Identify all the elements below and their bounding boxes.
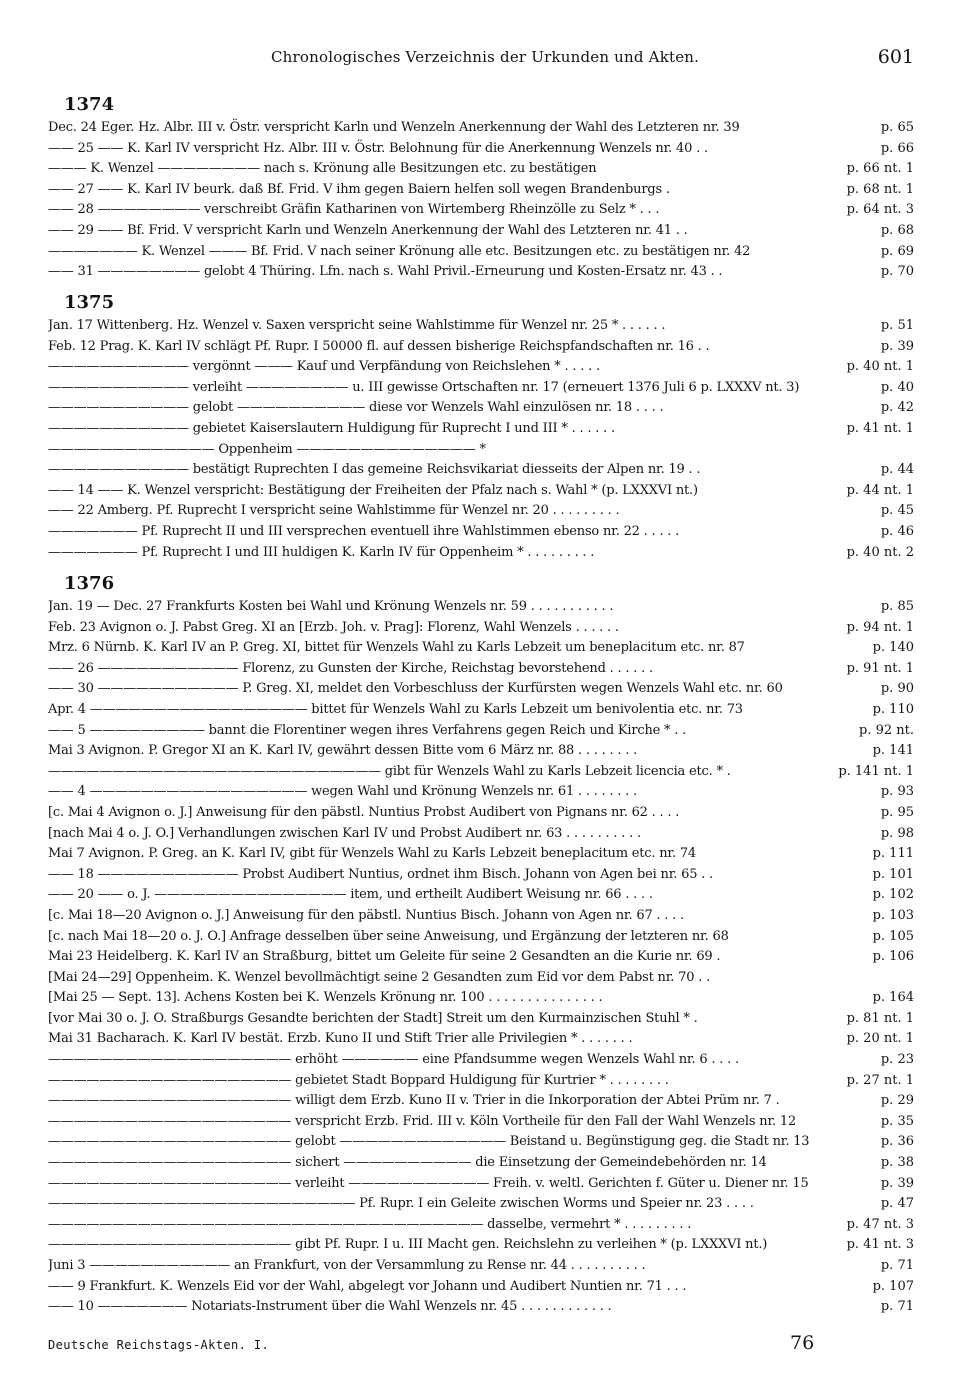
entry-text: Jan. 17 Wittenberg. Hz. Wenzel v. Saxen verspricht seine Wahlstimme für Wenzel nr. 25 * . . . . . . — [48, 318, 666, 333]
page-reference: p. 92 nt. — [859, 722, 914, 738]
page-reference: p. 107 — [872, 1278, 914, 1294]
entry-row — [48, 1091, 914, 1112]
entry-row — [48, 782, 914, 803]
entry-text: —— 14 —— K. Wenzel verspricht: Bestätigung der Freiheiten der Pfalz nach s. Wahl * (p. LXXXVI nt.) — [48, 482, 698, 498]
entry-row — [48, 1132, 914, 1153]
page-reference: p. 98 — [880, 825, 914, 841]
entry-text: —— 30 ——————————— P. Greg. XI, meldet den Vorbeschluss der Kurfürsten wegen Wenzels Wahl etc. nr. 60 — [48, 681, 783, 697]
page-reference: p. 103 — [872, 907, 914, 923]
entry-text: Mai 7 Avignon. P. Greg. an K. Karl IV, gibt für Wenzels Wahl zu Karls Lebzeit beneplacitum etc. nr. 74 — [48, 846, 696, 862]
entry-text: Mai 23 Heidelberg. K. Karl IV an Straßburg, bittet um Geleite für seine 2 Gesandten an die Kurie nr. 69 . — [48, 949, 721, 965]
year-heading: 1374 — [64, 94, 115, 115]
entry-text: Mrz. 6 Nürnb. K. Karl IV an P. Greg. XI, bittet für Wenzels Wahl zu Karls Lebzeit um beneplacitum etc. nr. 87 — [48, 640, 745, 656]
entry-row — [48, 159, 914, 180]
year-section-1375 — [48, 290, 914, 563]
entry-row — [48, 988, 914, 1009]
entry-text: ——————— Pf. Ruprecht I und III huldigen K. Karln IV für Oppenheim * . . . . . . . . . — [48, 544, 595, 560]
entry-row — [48, 1235, 914, 1256]
entry-row — [48, 522, 914, 543]
page-reference: p. 41 nt. 3 — [846, 1237, 914, 1253]
entry-text: —— 10 ——————— Notariats-Instrument über die Wahl Wenzels nr. 45 . . . . . . . . . . . . — [48, 1299, 612, 1315]
entry-text: Jan. 19 — Dec. 27 Frankfurts Kosten bei Wahl und Krönung Wenzels nr. 59 . . . . . . . . . . . — [48, 599, 614, 614]
entry-text: ——————————— verleiht ———————— u. III gewisse Ortschaften nr. 17 (erneuert 1376 Juli 6 p. LXXXV nt. 3) — [48, 379, 800, 395]
entry-row — [48, 1112, 914, 1133]
entry-row — [48, 1277, 914, 1298]
entry-row — [48, 1297, 914, 1318]
entry-row — [48, 865, 914, 886]
entry-text: [c. Mai 4 Avignon o. J.] Anweisung für den päbstl. Nuntius Probst Audibert von Pignans nr. 62 . . . . — [48, 804, 680, 820]
page-reference: p. 85 — [880, 599, 914, 614]
page-header — [48, 46, 914, 74]
entry-text: ——————————————————— sichert —————————— die Einsetzung der Gemeindebehörden nr. 14 — [48, 1155, 767, 1171]
entry-text: Feb. 23 Avignon o. J. Pabst Greg. XI an [Erzb. Joh. v. Prag]: Florenz, Wahl Wenzels . . . . . . — [48, 619, 619, 635]
entry-row — [48, 1153, 914, 1174]
page-reference: p. 41 nt. 1 — [846, 420, 914, 436]
page-reference: p. 23 — [880, 1052, 914, 1068]
page-reference: p. 69 — [880, 243, 914, 259]
entry-row — [48, 118, 914, 139]
page-reference: p. 164 — [872, 990, 914, 1006]
entry-row — [48, 885, 914, 906]
entry-text: ————————————— Oppenheim —————————————— * — [48, 441, 486, 457]
entry-text: —— 20 —— o. J. ——————————————— item, und ertheilt Audibert Weisung nr. 66 . . . . — [48, 887, 653, 903]
entry-row — [48, 741, 914, 762]
entry-row — [48, 700, 914, 721]
entry-row — [48, 200, 914, 221]
entry-text: Juni 3 ——————————— an Frankfurt, von der Versammlung zu Rense nr. 44 . . . . . . . . . . — [48, 1258, 646, 1273]
entry-text: ——————————————————— willigt dem Erzb. Kuno II v. Trier in die Inkorporation der Abtei Prüm nr. 7 . — [48, 1093, 780, 1109]
page-reference: p. 47 — [880, 1196, 914, 1212]
entry-row — [48, 180, 914, 201]
page-reference: p. 94 nt. 1 — [846, 619, 914, 635]
page-reference: p. 66 — [880, 140, 914, 156]
entry-row — [48, 419, 914, 440]
page-reference: p. 35 — [880, 1113, 914, 1129]
entry-text: —— 18 ——————————— Probst Audibert Nuntius, ordnet ihm Bisch. Johann von Agen bei nr. 65 . . — [48, 866, 714, 882]
page-reference: p. 66 nt. 1 — [846, 161, 914, 177]
entry-list — [48, 316, 914, 563]
entry-text: [c. nach Mai 18—20 o. J. O.] Anfrage desselben über seine Anweisung, und Ergänzung der letzteren nr. 68 — [48, 928, 729, 944]
entry-row — [48, 1174, 914, 1195]
entry-text: ———————————————————————— Pf. Rupr. I ein Geleite zwischen Worms und Speier nr. 23 . . . . — [48, 1196, 754, 1212]
entry-row — [48, 221, 914, 242]
page-reference: p. 141 nt. 1 — [838, 763, 914, 779]
entry-row — [48, 927, 914, 948]
entry-text: ——————————————————— gelobt ————————————— Beistand u. Begünstigung geg. die Stadt nr. 13 — [48, 1134, 810, 1150]
page-reference: p. 65 — [880, 120, 914, 135]
page-reference: p. 71 — [880, 1258, 914, 1273]
page-reference: p. 40 nt. 2 — [846, 544, 914, 560]
page-reference: p. 44 — [880, 462, 914, 478]
entry-row — [48, 337, 914, 358]
entry-row — [48, 947, 914, 968]
entry-row — [48, 844, 914, 865]
entry-text: —— 9 Frankfurt. K. Wenzels Eid vor der Wahl, abgelegt vor Johann und Audibert Nuntien nr. 71 . . . — [48, 1278, 687, 1294]
page-footer — [48, 1332, 914, 1362]
entry-row — [48, 803, 914, 824]
entry-text: —— 4 ————————————————— wegen Wahl und Krönung Wenzels nr. 61 . . . . . . . . — [48, 784, 637, 800]
entry-row — [48, 762, 914, 783]
entry-text: —————————————————————————————————— dasselbe, vermehrt * . . . . . . . . . — [48, 1216, 692, 1232]
entry-row — [48, 679, 914, 700]
page-reference: p. 95 — [880, 804, 914, 820]
publication-title: Deutsche Reichstags-Akten. I. — [48, 1338, 270, 1352]
entry-text: ——————————— gelobt —————————— diese vor Wenzels Wahl einzulösen nr. 18 . . . . — [48, 400, 664, 416]
entry-text: [vor Mai 30 o. J. O. Straßburgs Gesandte berichten der Stadt] Streit um den Kurmainzischen Stuhl * . — [48, 1010, 698, 1026]
signature-mark: 76 — [790, 1332, 815, 1354]
page-reference: p. 141 — [872, 743, 914, 759]
entry-text: —— 29 —— Bf. Frid. V verspricht Karln und Wenzeln Anerkennung der Wahl des Letzteren nr. 41 . . — [48, 222, 688, 238]
page-reference: p. 20 nt. 1 — [846, 1031, 914, 1047]
page-reference: p. 40 nt. 1 — [846, 359, 914, 375]
entry-row — [48, 597, 914, 618]
year-heading: 1375 — [64, 292, 115, 313]
entry-row — [48, 659, 914, 680]
page-reference: p. 29 — [880, 1093, 914, 1109]
entry-text: —— 25 —— K. Karl IV verspricht Hz. Albr. III v. Östr. Belohnung für die Anerkennung Wenzels nr. 40 . . — [48, 140, 708, 156]
entry-row — [48, 1194, 914, 1215]
entry-text: ——————————— vergönnt ——— Kauf und Verpfändung von Reichslehen * . . . . . — [48, 359, 600, 375]
page-reference: p. 111 — [872, 846, 914, 862]
entry-text: [c. Mai 18—20 Avignon o. J.] Anweisung für den päbstl. Nuntius Bisch. Johann von Agen nr. 67 . . . . — [48, 907, 684, 923]
entry-text: Mai 3 Avignon. P. Gregor XI an K. Karl IV, gewährt dessen Bitte vom 6 März nr. 88 . . . . . . . . — [48, 743, 638, 759]
entry-text: ——————————————————— gibt Pf. Rupr. I u. III Macht gen. Reichslehn zu verleihen * (p. LXXXVI nt.) — [48, 1237, 768, 1253]
entry-row — [48, 262, 914, 283]
page-reference: p. 71 — [880, 1299, 914, 1315]
entry-text: —— 27 —— K. Karl IV beurk. daß Bf. Frid. V ihm gegen Baiern helfen soll wegen Brandenburgs . — [48, 181, 670, 197]
entry-row — [48, 1029, 914, 1050]
page-reference: p. 51 — [880, 318, 914, 333]
page-reference: p. 36 — [880, 1134, 914, 1150]
entry-row — [48, 906, 914, 927]
entry-row — [48, 1050, 914, 1071]
entry-row — [48, 543, 914, 564]
entry-text: —— 5 ————————— bannt die Florentiner wegen ihres Verfahrens gegen Reich und Kirche * . . — [48, 722, 687, 738]
page-reference: p. 110 — [872, 701, 914, 717]
page-reference: p. 93 — [880, 784, 914, 800]
entry-row — [48, 824, 914, 845]
entry-text: —— 26 ——————————— Florenz, zu Gunsten der Kirche, Reichstag bevorstehend . . . . . . — [48, 660, 653, 676]
page-reference: p. 44 nt. 1 — [846, 482, 914, 498]
entry-text: ——————— K. Wenzel ——— Bf. Frid. V nach seiner Krönung alle etc. Besitzungen etc. zu bestätigen nr. 42 — [48, 243, 751, 259]
entry-row — [48, 460, 914, 481]
year-heading: 1376 — [64, 573, 115, 594]
entry-row — [48, 618, 914, 639]
entry-text: Feb. 12 Prag. K. Karl IV schlägt Pf. Rupr. I 50000 fl. auf dessen bisherige Reichspfandschaften nr. 16 . . — [48, 338, 710, 354]
entry-text: ——————————————————— erhöht —————— eine Pfandsumme wegen Wenzels Wahl nr. 6 . . . . — [48, 1052, 739, 1068]
page-reference: p. 27 nt. 1 — [846, 1072, 914, 1088]
entry-text: —— 22 Amberg. Pf. Ruprecht I verspricht seine Wahlstimme für Wenzel nr. 20 . . . . . . . . . — [48, 503, 620, 519]
entry-text: ——— K. Wenzel ———————— nach s. Krönung alle Besitzungen etc. zu bestätigen — [48, 161, 597, 177]
entry-text: ——————————————————— verspricht Erzb. Frid. III v. Köln Vortheile für den Fall der Wahl Wenzels nr. 12 — [48, 1113, 797, 1129]
entry-row — [48, 357, 914, 378]
page-reference: p. 42 — [880, 400, 914, 416]
entry-text: [nach Mai 4 o. J. O.] Verhandlungen zwischen Karl IV und Probst Audibert nr. 63 . . . . . . . . . . — [48, 825, 641, 841]
entry-text: Mai 31 Bacharach. K. Karl IV bestät. Erzb. Kuno II und Stift Trier alle Privilegien * . . . . . . . — [48, 1031, 633, 1047]
entry-text: Dec. 24 Eger. Hz. Albr. III v. Östr. verspricht Karln und Wenzeln Anerkennung der Wahl des Letzteren nr. 39 — [48, 120, 740, 135]
page-reference: p. 90 — [880, 681, 914, 697]
page-reference: p. 91 nt. 1 — [846, 660, 914, 676]
page-reference: p. 105 — [872, 928, 914, 944]
entry-row — [48, 242, 914, 263]
entry-row — [48, 398, 914, 419]
entry-row — [48, 721, 914, 742]
entry-row — [48, 501, 914, 522]
entry-row — [48, 1215, 914, 1236]
entry-row — [48, 638, 914, 659]
entry-text: —— 31 ———————— gelobt 4 Thüring. Lfn. nach s. Wahl Privil.-Erneurung und Kosten-Ersatz nr. 43 . . — [48, 264, 723, 280]
page-reference: p. 64 nt. 3 — [846, 202, 914, 218]
entry-text: [Mai 25 — Sept. 13]. Achens Kosten bei K. Wenzels Krönung nr. 100 . . . . . . . . . . . . . . . — [48, 990, 603, 1006]
running-title: Chronologisches Verzeichnis der Urkunden und Akten. — [271, 48, 700, 66]
page-reference: p. 101 — [872, 866, 914, 882]
page-reference: p. 39 — [880, 1175, 914, 1191]
page-reference: p. 38 — [880, 1155, 914, 1171]
page-reference: p. 70 — [880, 264, 914, 280]
entry-row — [48, 139, 914, 160]
page-reference: p. 140 — [872, 640, 914, 656]
page-reference: p. 47 nt. 3 — [846, 1216, 914, 1232]
entry-text: —————————————————————————— gibt für Wenzels Wahl zu Karls Lebzeit licencia etc. * . — [48, 763, 731, 779]
entry-row — [48, 1009, 914, 1030]
entry-row — [48, 481, 914, 502]
entry-list — [48, 118, 914, 283]
page-reference: p. 102 — [872, 887, 914, 903]
entry-text: ——————————— gebietet Kaiserslautern Huldigung für Ruprecht I und III * . . . . . . — [48, 420, 615, 436]
entry-text: Apr. 4 ————————————————— bittet für Wenzels Wahl zu Karls Lebzeit um benivolentia etc. nr. 73 — [48, 701, 743, 717]
entry-text: ——————————————————— verleiht ——————————— Freih. v. weltl. Gerichten f. Güter u. Diener nr. 15 — [48, 1175, 809, 1191]
entry-row — [48, 316, 914, 337]
page-reference: p. 68 nt. 1 — [846, 181, 914, 197]
year-section-1376 — [48, 571, 914, 1318]
page-reference: p. 46 — [880, 523, 914, 539]
entry-text: ——————————————————— gebietet Stadt Boppard Huldigung für Kurtrier * . . . . . . . . — [48, 1072, 669, 1088]
page-reference: p. 68 — [880, 222, 914, 238]
page-reference: p. 81 nt. 1 — [846, 1010, 914, 1026]
entry-text: —— 28 ———————— verschreibt Gräfin Katharinen von Wirtemberg Rheinzölle zu Selz * . . . — [48, 202, 660, 218]
entry-row — [48, 1256, 914, 1277]
entry-row — [48, 378, 914, 399]
page-reference: p. 39 — [880, 338, 914, 354]
entry-text: [Mai 24—29] Oppenheim. K. Wenzel bevollmächtigt seine 2 Gesandten zum Eid vor dem Pabst nr. 70 . . — [48, 969, 711, 985]
entry-row — [48, 1071, 914, 1092]
page-reference: p. 45 — [880, 503, 914, 519]
page-reference: p. 40 — [880, 379, 914, 395]
year-section-1374 — [48, 92, 914, 283]
page-number: 601 — [877, 46, 914, 68]
entry-row — [48, 440, 914, 461]
entry-list — [48, 597, 914, 1318]
entry-text: ——————— Pf. Ruprecht II und III versprechen eventuell ihre Wahlstimmen ebenso nr. 22 . . . . . — [48, 523, 680, 539]
entry-row — [48, 968, 914, 989]
page-reference: p. 106 — [872, 949, 914, 965]
entry-text: ——————————— bestätigt Ruprechten I das gemeine Reichsvikariat diesseits der Alpen nr. 19 . . — [48, 462, 701, 478]
